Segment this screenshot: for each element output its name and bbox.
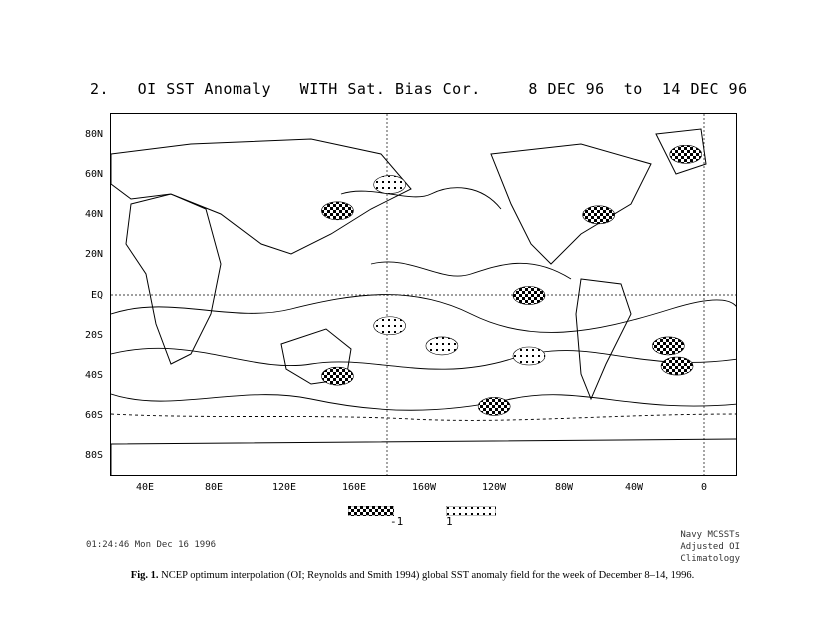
- cold-anomaly-region: [583, 206, 615, 224]
- cold-anomaly-region: [321, 367, 353, 385]
- warm-anomaly-region: [374, 317, 406, 335]
- warm-anomaly-region: [426, 337, 458, 355]
- legend-label-positive: 1: [446, 515, 453, 528]
- data-source-line1: Navy MCSSTs: [680, 530, 740, 540]
- cold-anomaly-region: [670, 145, 702, 163]
- lat-tick-label: EQ: [90, 290, 103, 301]
- legend-label-negative: -1: [390, 515, 404, 528]
- lat-tick-label: 60N: [84, 169, 103, 180]
- lon-tick-label: 120E: [271, 482, 297, 493]
- lon-tick-label: 80W: [554, 482, 574, 493]
- lon-tick-label: 120W: [481, 482, 507, 493]
- lat-tick-label: 20N: [84, 249, 103, 260]
- warm-anomaly-region: [374, 176, 406, 194]
- cold-anomaly-region: [478, 397, 510, 415]
- lon-tick-label: 0: [700, 482, 708, 493]
- cold-anomaly-region: [661, 357, 693, 375]
- cold-anomaly-region: [652, 337, 684, 355]
- data-source-line2: Adjusted OI Climatology: [680, 542, 740, 564]
- south-america-landmass: [576, 279, 631, 399]
- cold-anomaly-region: [513, 287, 545, 305]
- lat-tick-label: 80S: [84, 450, 103, 461]
- caption-text: NCEP optimum interpolation (OI; Reynolds and Smith 1994) global SST anomaly field for the week of December 8–14, 1996.: [158, 570, 695, 581]
- legend-swatch-positive: [446, 506, 496, 516]
- legend-swatch-negative: [348, 506, 394, 516]
- lat-tick-label: 40S: [84, 370, 103, 381]
- caption-label: Fig. 1.: [130, 570, 159, 581]
- antarctica-landmass: [111, 439, 737, 476]
- lon-tick-label: 160W: [411, 482, 437, 493]
- lon-tick-label: 40W: [624, 482, 644, 493]
- chart-title: 2. OI SST Anomaly WITH Sat. Bias Cor. 8 DEC 96 to 14 DEC 96: [90, 80, 748, 98]
- lon-tick-label: 160E: [341, 482, 367, 493]
- continents: [111, 129, 737, 476]
- anomaly-map: [111, 114, 737, 476]
- lat-tick-label: 40N: [84, 209, 103, 220]
- warm-anomaly-region: [513, 347, 545, 365]
- north-america-landmass: [491, 144, 651, 264]
- africa-landmass: [126, 194, 221, 364]
- timestamp: 01:24:46 Mon Dec 16 1996: [86, 540, 217, 550]
- cold-anomaly-region: [321, 202, 353, 220]
- lat-tick-label: 80N: [84, 129, 103, 140]
- lat-tick-label: 20S: [84, 330, 103, 341]
- map-plot-area: [110, 113, 737, 476]
- lon-tick-label: 80E: [204, 482, 224, 493]
- data-source: [620, 529, 740, 565]
- lat-tick-label: 60S: [84, 410, 103, 421]
- figure-caption: [0, 570, 825, 581]
- lon-tick-label: 40E: [135, 482, 155, 493]
